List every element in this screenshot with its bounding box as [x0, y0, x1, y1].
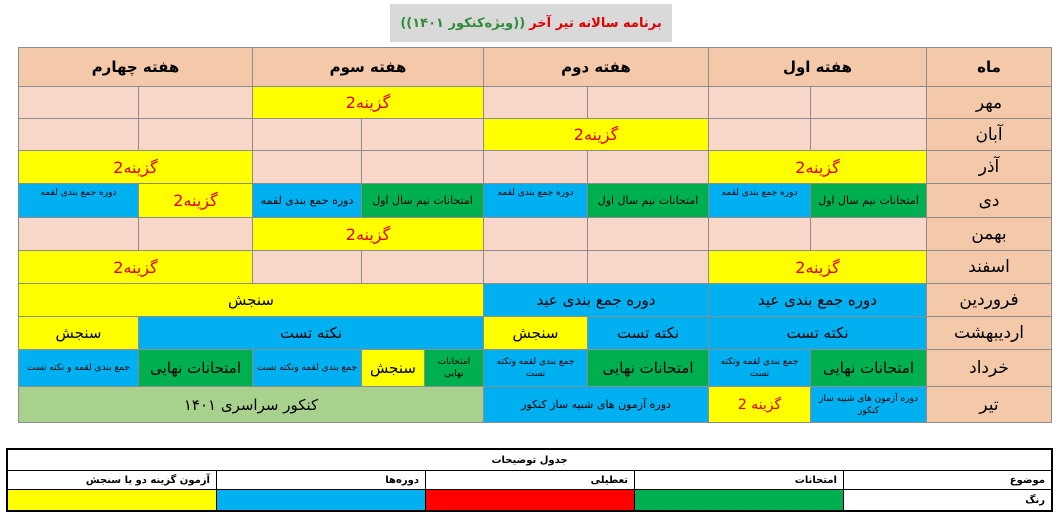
legend-color-label: رنگ — [843, 489, 1052, 511]
mock-exams-cell: دوره آزمون های شبیه ساز کنکور — [810, 386, 927, 423]
month-cell: دی — [926, 183, 1052, 218]
legend-swatch-blue — [216, 489, 426, 511]
midterm-exam-cell: امتحانات نیم سال اول — [361, 183, 484, 218]
option2-cell: گزینه2 — [252, 86, 484, 119]
empty-cell — [252, 250, 362, 284]
page-title — [390, 4, 672, 42]
header-week-4: هفته چهارم — [18, 47, 253, 87]
empty-cell — [587, 150, 709, 184]
option2-cell: گزینه2 — [138, 183, 253, 218]
lesson-review-cell: دوره جمع بندی لقمه — [483, 183, 588, 218]
lesson-review-cell: دوره جمع بندی لقمه — [708, 183, 811, 218]
national-exam-cell: کنکور سراسری ۱۴۰۱ — [18, 386, 484, 423]
final-exams-cell: امتحانات نهایی — [424, 349, 484, 387]
month-cell: آذر — [926, 150, 1052, 184]
empty-cell — [810, 217, 927, 251]
empty-cell — [252, 118, 362, 151]
empty-cell — [483, 250, 588, 284]
option2-cell: گزینه2 — [18, 250, 253, 284]
final-exams-cell: امتحانات نهایی — [138, 349, 253, 387]
option2-cell: گزینه 2 — [708, 386, 811, 423]
empty-cell — [708, 217, 811, 251]
legend-item-courses: دوره‌ها — [216, 470, 426, 490]
test-tips-cell: نکته تست — [708, 316, 927, 350]
test-tips-cell: نکته تست — [587, 316, 709, 350]
empty-cell — [708, 86, 811, 119]
month-cell: فروردین — [926, 283, 1052, 317]
lesson-review-cell: دوره جمع بندی لقمه — [18, 183, 139, 218]
legend-swatch-red — [425, 489, 635, 511]
empty-cell — [810, 86, 927, 119]
empty-cell — [252, 150, 362, 184]
legend-title: جدول توضیحات — [7, 449, 1052, 471]
header-month: ماه — [926, 47, 1052, 87]
lesson-review-cell: دوره جمع بندی لقمه — [252, 183, 362, 218]
eid-review-cell: دوره جمع بندی عید — [708, 283, 927, 317]
header-week-3: هفته سوم — [252, 47, 484, 87]
legend-swatch-yellow — [7, 489, 217, 511]
option2-cell: گزینه2 — [18, 150, 253, 184]
assessment-cell: سنجش — [18, 283, 484, 317]
empty-cell — [483, 86, 588, 119]
option2-cell: گزینه2 — [483, 118, 709, 151]
test-tips-cell: نکته تست — [138, 316, 484, 350]
month-cell: خرداد — [926, 349, 1052, 387]
legend-item-holiday: تعطیلی — [425, 470, 635, 490]
assessment-cell: سنجش — [361, 349, 425, 387]
title-main: برنامه سالانه تیر آخر — [529, 15, 662, 31]
month-cell: بهمن — [926, 217, 1052, 251]
midterm-exam-cell: امتحانات نیم سال اول — [810, 183, 927, 218]
empty-cell — [810, 118, 927, 151]
empty-cell — [18, 217, 139, 251]
empty-cell — [483, 217, 588, 251]
assessment-cell: سنجش — [18, 316, 139, 350]
empty-cell — [361, 150, 484, 184]
option2-cell: گزینه2 — [708, 250, 927, 284]
empty-cell — [138, 217, 253, 251]
option2-cell: گزینه2 — [708, 150, 927, 184]
title-sub: ((ویژه‌کنکور ۱۴۰۱)) — [400, 15, 526, 31]
option2-cell: گزینه2 — [252, 217, 484, 251]
review-tips-cell: جمع بندی لقمه ونکته تست — [252, 349, 362, 387]
legend-item-tests: آزمون گزینه دو یا سنجش — [7, 470, 217, 490]
eid-review-cell: دوره جمع بندی عید — [483, 283, 709, 317]
header-week-2: هفته دوم — [483, 47, 709, 87]
mock-exams-cell: دوره آزمون های شبیه ساز کنکور — [483, 386, 709, 423]
empty-cell — [587, 86, 709, 119]
month-cell: اردیبهشت — [926, 316, 1052, 350]
assessment-cell: سنجش — [483, 316, 588, 350]
legend-table — [6, 448, 1053, 512]
header-week-1: هفته اول — [708, 47, 927, 87]
month-cell: تیر — [926, 386, 1052, 423]
final-exams-cell: امتحانات نهایی — [810, 349, 927, 387]
empty-cell — [18, 118, 139, 151]
empty-cell — [361, 118, 484, 151]
empty-cell — [138, 118, 253, 151]
review-tips-cell: جمع بندی لقمه و نکته تست — [18, 349, 139, 387]
month-cell: آبان — [926, 118, 1052, 151]
empty-cell — [138, 86, 253, 119]
month-cell: مهر — [926, 86, 1052, 119]
empty-cell — [587, 250, 709, 284]
midterm-exam-cell: امتحانات نیم سال اول — [587, 183, 709, 218]
empty-cell — [483, 150, 588, 184]
legend-swatch-green — [634, 489, 844, 511]
review-tips-cell: جمع بندی لقمه وتکته تست — [708, 349, 811, 387]
empty-cell — [361, 250, 484, 284]
empty-cell — [18, 86, 139, 119]
empty-cell — [587, 217, 709, 251]
legend-item-exams: امتحانات — [634, 470, 844, 490]
review-tips-cell: جمع بندی لقمه وتکته تست — [483, 349, 588, 387]
month-cell: اسفند — [926, 250, 1052, 284]
legend-topic-label: موضوع — [843, 470, 1052, 490]
final-exams-cell: امتحانات نهایی — [587, 349, 709, 387]
empty-cell — [708, 118, 811, 151]
